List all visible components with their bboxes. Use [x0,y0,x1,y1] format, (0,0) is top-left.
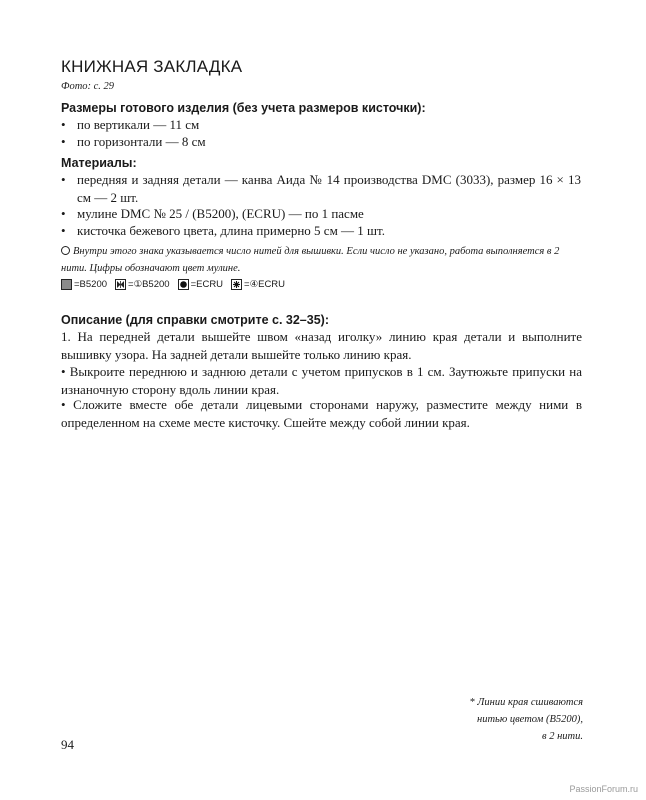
bowtie-icon [115,279,126,290]
materials-item: • передняя и задняя детали — канва Аида № 14 производства DMC (3033), размер 16 × 13 см — 2 шт. [61,172,581,205]
photo-reference: Фото: с. 29 [61,81,115,92]
legend-item: =①B5200 [115,279,170,290]
page-number: 94 [61,737,74,752]
materials-item: • мулине DMC № 25 / (B5200), (ECRU) — по 1 пасме [61,206,364,221]
gray-square-icon [61,279,72,290]
bullet-icon: • [61,206,66,221]
description-paragraph: • Сложите вместе обе детали лицевыми сторонами наружу, разместите между ними в определенном на схеме месте кисточку. Сшейте между собой линии края. [61,397,582,430]
symbol-legend [61,279,293,290]
thread-count-note: Внутри этого знака указывается число нитей для вышивки. Если число не указано, работа выполняется в 2 нити. Цифры обозначают цвет мулине. [61,246,560,274]
bullet-icon: • [61,117,66,132]
watermark: PassionForum.ru [569,784,638,794]
footnote: * Линии края сшиваются нитью цветом (B5200), в 2 нити. [469,697,583,742]
materials-item: • кисточка бежевого цвета, длина примерно 5 см — 1 шт. [61,223,386,238]
legend-item: =ECRU [178,279,223,290]
sizes-item: • по горизонтали — 8 см [61,134,206,149]
description-heading: Описание (для справки смотрите с. 32–35): [61,313,329,327]
materials-heading: Материалы: [61,156,137,170]
description-paragraph: 1. На передней детали вышейте швом «назад иголку» линию края детали и выполните вышивку узора. На задней детали вышейте только линию края. [61,329,582,362]
circle-outline-icon [61,246,70,255]
description-paragraph: • Выкроите переднюю и заднюю детали с учетом припусков в 1 см. Заутюжьте припуски на изнаночную сторону вдоль линии края. [61,364,582,397]
legend-item: =④ECRU [231,279,285,290]
sizes-item: • по вертикали — 11 см [61,117,200,132]
sizes-heading: Размеры готового изделия (без учета размеров кисточки): [61,101,426,115]
legend-item: =B5200 [61,279,107,290]
asterisk-icon [231,279,242,290]
page-title: КНИЖНАЯ ЗАКЛАДКА [61,57,243,76]
bullet-icon: • [61,172,66,187]
bullet-icon: • [61,134,66,149]
bullet-icon: • [61,223,66,238]
filled-circle-icon [178,279,189,290]
